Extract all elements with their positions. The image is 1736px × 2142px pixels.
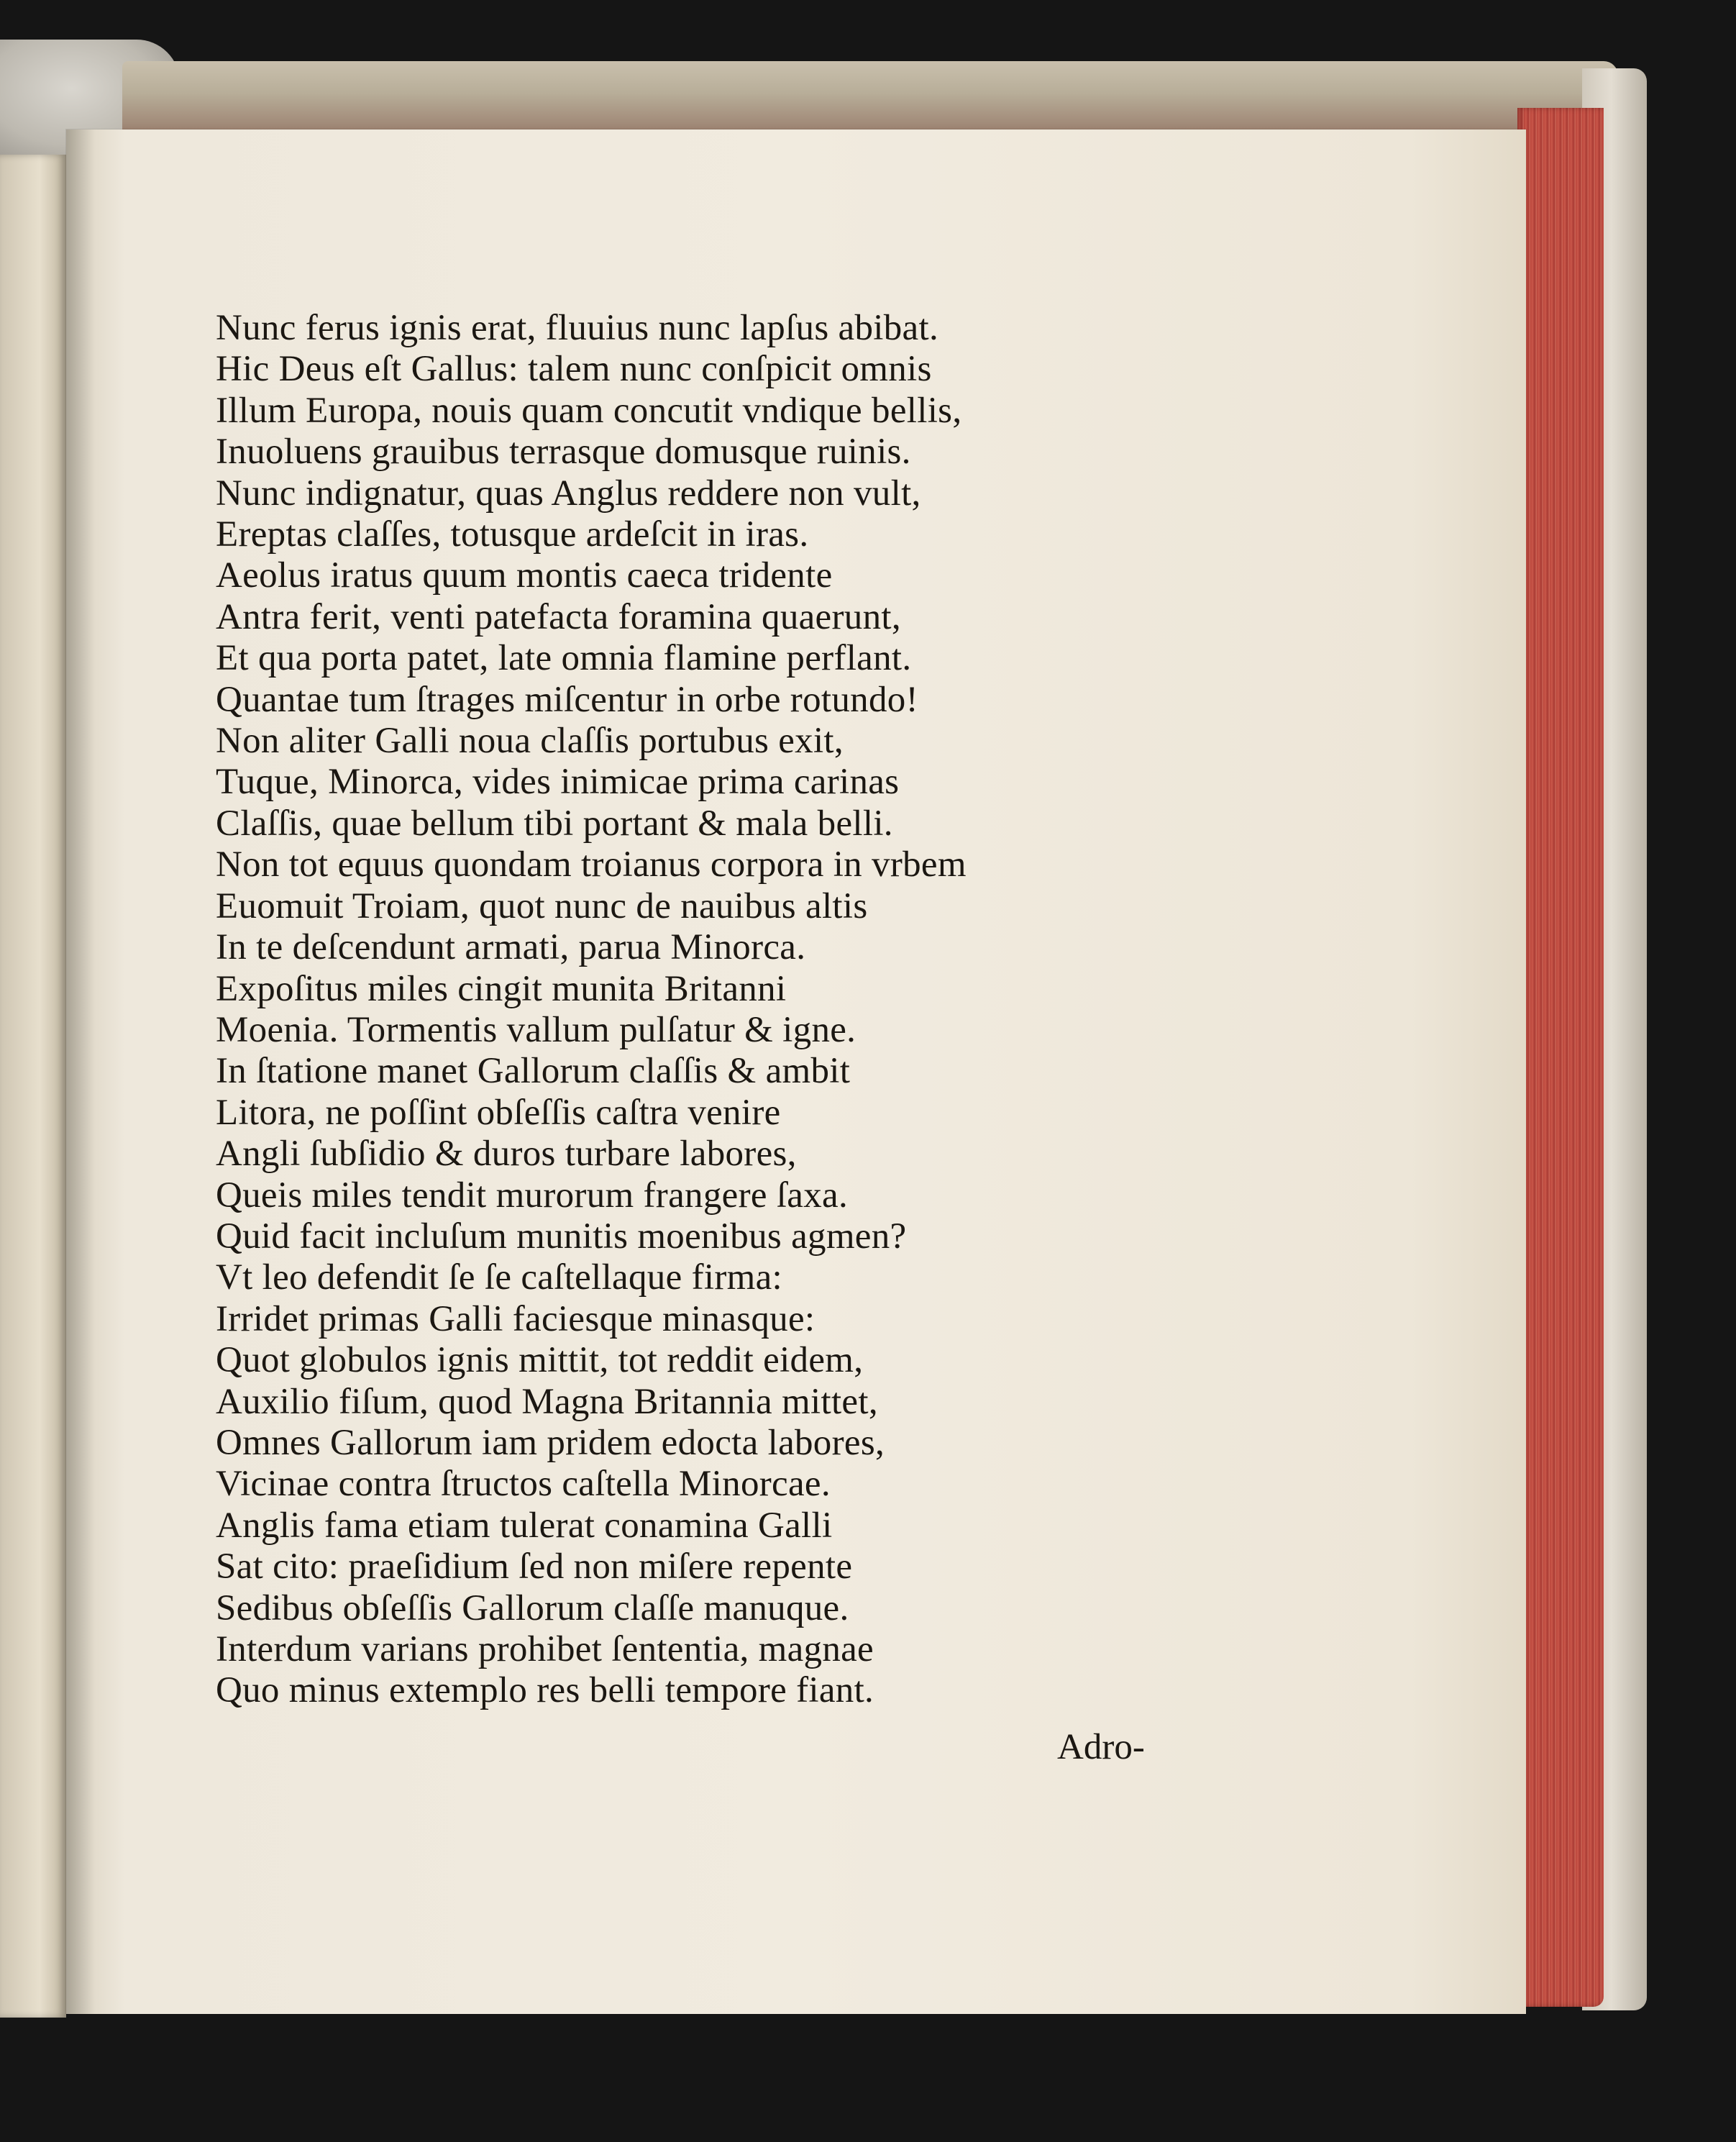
verse-line: Quid facit incluſum munitis moenibus agmen? bbox=[216, 1216, 907, 1257]
verse-line: Et qua porta patet, late omnia flamine perflant. bbox=[216, 638, 912, 679]
verse-text bbox=[216, 308, 1223, 1712]
red-page-edges bbox=[1517, 108, 1604, 2007]
verse-line: Quo minus extemplo res belli tempore fiant. bbox=[216, 1670, 874, 1711]
verse-line: Tuque, Minorca, vides inimicae prima carinas bbox=[216, 762, 900, 803]
verse-line: Non aliter Galli noua claſſis portubus exit, bbox=[216, 721, 844, 762]
verse-line: Vt leo defendit ſe ſe caſtellaque firma: bbox=[216, 1257, 782, 1298]
verse-line: Angli ſubſidio & duros turbare labores, bbox=[216, 1134, 797, 1175]
verse-line: In ſtatione manet Gallorum claſſis & ambit bbox=[216, 1051, 851, 1092]
verse-line: Litora, ne poſſint obſeſſis caſtra venire bbox=[216, 1092, 781, 1133]
verse-line: Nunc ferus ignis erat, fluuius nunc lapſus abibat. bbox=[216, 308, 939, 348]
verse-line: Illum Europa, nouis quam concutit vndique bellis, bbox=[216, 390, 962, 431]
verse-line: Ereptas claſſes, totusque ardeſcit in iras. bbox=[216, 514, 809, 555]
verse-line: Interdum varians prohibet ſententia, magnae bbox=[216, 1629, 874, 1669]
gutter-shadow bbox=[66, 129, 95, 2014]
verse-line: Aeolus iratus quum montis caeca tridente bbox=[216, 555, 833, 596]
verse-line: Auxilio fiſum, quod Magna Britannia mittet, bbox=[216, 1381, 878, 1422]
verse-line: Inuoluens grauibus terrasque domusque ruinis. bbox=[216, 432, 911, 473]
verse-line: Moenia. Tormentis vallum pulſatur & igne. bbox=[216, 1009, 856, 1050]
verse-line: Antra ferit, venti patefacta foramina quaerunt, bbox=[216, 596, 901, 637]
verse-line: Omnes Gallorum iam pridem edocta labores, bbox=[216, 1422, 885, 1463]
verse-line: Queis miles tendit murorum frangere ſaxa. bbox=[216, 1175, 849, 1216]
left-page-edge bbox=[0, 155, 66, 2018]
verse-line: Hic Deus eſt Gallus: talem nunc conſpicit omnis bbox=[216, 349, 932, 390]
verse-line: Non tot equus quondam troianus corpora in vrbem bbox=[216, 844, 967, 885]
verse-line: Anglis fama etiam tulerat conamina Galli bbox=[216, 1505, 833, 1546]
verse-line: Quantae tum ſtrages miſcentur in orbe rotundo! bbox=[216, 679, 918, 720]
verse-line: Claſſis, quae bellum tibi portant & mala belli. bbox=[216, 803, 893, 844]
verse-line: Vicinae contra ſtructos caſtella Minorcae. bbox=[216, 1464, 831, 1505]
verse-line: Irridet primas Galli faciesque minasque: bbox=[216, 1298, 816, 1339]
verse-line: Euomuit Troiam, quot nunc de nauibus altis bbox=[216, 885, 868, 926]
verse-line: Expoſitus miles cingit munita Britanni bbox=[216, 968, 787, 1009]
catchword: Adro- bbox=[1057, 1727, 1145, 1767]
book-top-edge bbox=[122, 61, 1618, 140]
verse-line: In te deſcendunt armati, parua Minorca. bbox=[216, 927, 806, 968]
verse-line: Sat cito: praeſidium ſed non miſere repente bbox=[216, 1546, 853, 1587]
verse-line: Quot globulos ignis mittit, tot reddit eidem, bbox=[216, 1340, 864, 1381]
verse-line: Nunc indignatur, quas Anglus reddere non vult, bbox=[216, 473, 921, 514]
verse-line: Sedibus obſeſſis Gallorum claſſe manuque. bbox=[216, 1587, 849, 1628]
